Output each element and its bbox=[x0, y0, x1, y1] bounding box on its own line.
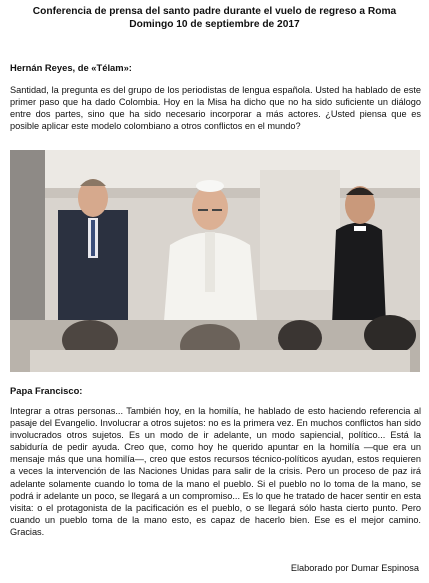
footer-credit: Elaborado por Dumar Espinosa bbox=[290, 563, 419, 573]
photo-pope-on-plane bbox=[10, 150, 420, 372]
header-date: Domingo 10 de septiembre de 2017 bbox=[129, 18, 300, 30]
question-speaker: Hernán Reyes, de «Télam»: bbox=[10, 62, 132, 73]
answer-speaker: Papa Francisco: bbox=[10, 385, 83, 396]
question-text: Santidad, la pregunta es del grupo de los periodistas de lengua española. Usted ha hablado de este primer paso que ha dado Colombia. Hoy en la Misa ha dicho que no ha sido suficiente un diálogo entre dos partes, sino que ha sido necesario incorporar a más actores. ¿Usted piensa que es posible aplicar este modelo colombiano a otros conflictos en el mundo? bbox=[10, 85, 421, 132]
answer-text: Integrar a otras personas... También hoy, en la homilía, he hablado de esto haciendo referencia al pasaje del Evangelio. Involucrar a otros sujetos: no es la primera vez. En muchos conflictos han sido involucrados otros sujetos. Es un modo de ir adelante, un modo sapiencial, político... Está la sabiduría de pedir ayuda. Creo que, como hoy he querido apuntar en la homilía —que era un mensaje más que una homilía—, creo que estos recursos técnico-políticos ayudan, estos requieren a veces la intervención de las Naciones Unidas para salir de la crisis. Pero un proceso de paz irá adelante solamente cuando lo toma de la mano el pueblo. Si el pueblo no lo toma de la mano, se podrá ir adelante un poco, se llegará a un compromiso... Es lo que he tratado de hacer sentir en esta visita: o el protagonista de la pacificación es el pueblo, o se llegará sólo hasta cierto punto. Pero cuando un pueblo toma de la mano esto, es capaz de hacerlo bien. Ese es el mejor camino. Gracias. bbox=[10, 406, 421, 537]
photo-illustration bbox=[10, 150, 420, 372]
header-title: Conferencia de prensa del santo padre durante el vuelo de regreso a Roma bbox=[32, 6, 397, 17]
document-header bbox=[0, 6, 429, 31]
